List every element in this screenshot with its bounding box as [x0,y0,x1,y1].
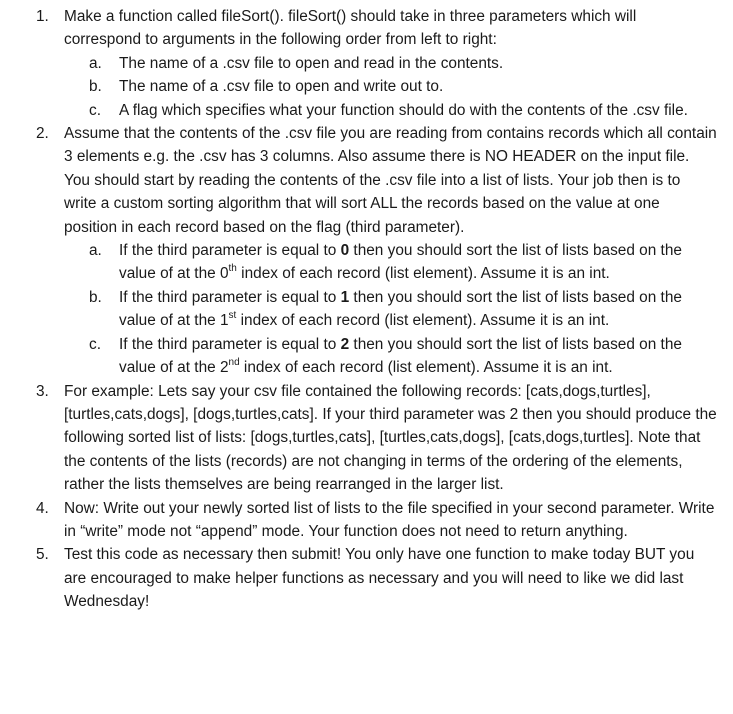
sub-item-text-post: index of each record (list element). Assume it is an int. [236,265,610,283]
list-item [0,543,733,613]
ordinal-suffix: th [228,263,237,275]
item-number: 2. [36,125,49,143]
sub-item-letter: c. [89,335,101,353]
sub-list-item [64,239,717,286]
sub-item-letter: a. [89,242,102,260]
sub-list-item [64,52,717,75]
list-item [0,122,733,379]
sub-item-text-mid: then you should sort the list of lists based on the value of at the [119,242,682,283]
sub-item-text-post: index of each record (list element). Assume it is an int. [236,312,610,330]
sub-item-letter: c. [89,101,101,119]
instruction-list [0,5,733,614]
item-text: Make a function called fileSort(). fileSort() should take in three parameters which will correspond to arguments in the following order from left to right: [64,8,637,49]
sub-item-text-post: index of each record (list element). Assume it is an int. [239,359,613,377]
item-text: Assume that the contents of the .csv file you are reading from contains records which all contain 3 elements e.g. the .csv has 3 columns. Also assume there is NO HEADER on the input file. You should start by reading the contents of the .csv file into a list of lists. Your job then is to write a custom sorting algorithm that will sort ALL the records based on the value at one position in each record based on the flag (third parameter). [64,125,717,236]
item-text: Test this code as necessary then submit! You only have one function to make today BUT you are encouraged to make helper functions as necessary and you will need to like we did last Wednesday! [64,546,695,611]
flag-value: 0 [340,242,350,260]
sub-list-item [64,286,717,333]
sub-item-letter: b. [89,78,102,96]
list-item [0,5,733,122]
sub-item-text-mid: then you should sort the list of lists based on the value of at the [119,288,682,330]
index-value: 1 [219,312,229,330]
item-number: 5. [36,546,49,564]
sub-list-item [64,99,717,122]
item-text: Now: Write out your newly sorted list of lists to the file specified in your second parameter. Write in “write” mode not “append” mode. Your function does not need to return anything. [64,499,715,540]
sub-item-letter: a. [89,54,102,72]
index-value: 2 [219,359,229,377]
sub-item-text-pre: If the third parameter is equal to [119,288,341,306]
sub-list-item [64,75,717,98]
index-value: 0 [219,265,229,283]
item-number: 4. [36,499,49,517]
flag-value: 1 [340,288,350,306]
sub-item-text-mid: then you should sort the list of lists based on the value of at the [119,335,682,377]
list-item [0,497,733,544]
sub-list-item [64,333,717,380]
sub-item-text-pre: If the third parameter is equal to [119,335,341,353]
item-text: For example: Lets say your csv file contained the following records: [cats,dogs,turtles], [turtles,cats,dogs], [dogs,turtles,cats]. If your third parameter was 2 then you should produce the following sorted list of lists: [dogs,turtles,cats], [turtles,cats,dogs], [cats,dogs,turtles]. Note that the contents of the lists (records) are not changing in terms of the ordering of the elements, rather the lists themselves are being rearranged in the larger list. [64,382,717,494]
sub-item-text-pre: If the third parameter is equal to [119,242,341,260]
ordinal-suffix: st [228,310,237,322]
sub-item-text: The name of a .csv file to open and read in the contents. [119,54,504,72]
sub-list [64,239,717,379]
sub-list [64,52,717,122]
item-number: 1. [36,8,49,25]
sub-item-text: A flag which specifies what your function should do with the contents of the .csv file. [119,101,688,119]
sub-item-letter: b. [89,288,102,306]
ordinal-suffix: nd [228,356,240,368]
sub-item-text: The name of a .csv file to open and write out to. [119,78,444,96]
item-number: 3. [36,382,49,400]
flag-value: 2 [340,335,350,353]
list-item [0,380,733,497]
